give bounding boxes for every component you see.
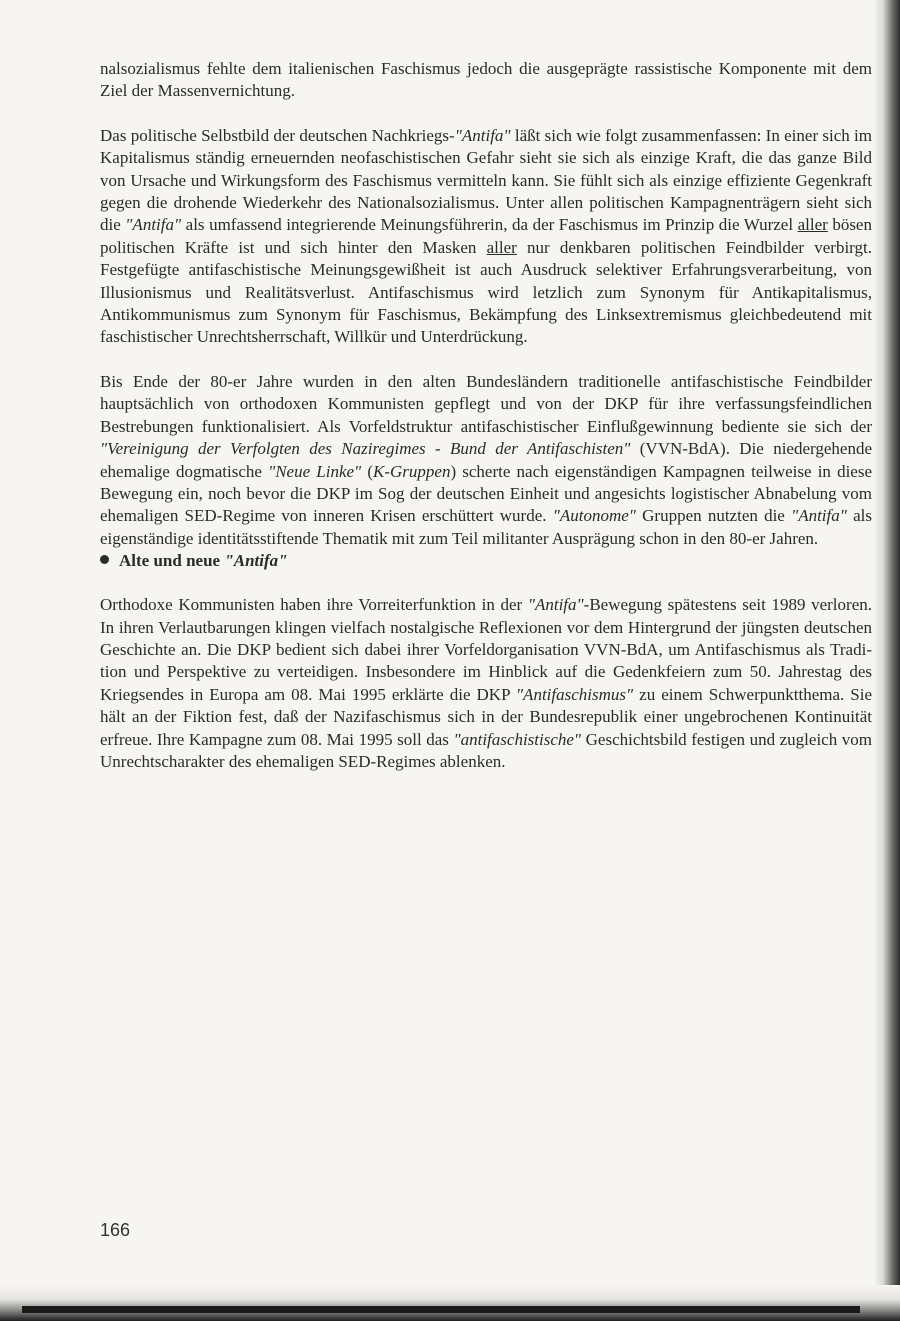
text-segment: Das politische Selbstbild der deutschen Nachkriegs- [100, 125, 455, 145]
text-segment: ( [361, 461, 373, 481]
text-segment: (VVN-BdA). Die niedergehende ehemalige dogmatische [100, 439, 873, 481]
text-segment: -Bewegung spätestens seit 1989 verloren. In ihren Verlautbarungen klingen vielfach nostalgische Reflexionen vor dem Hintergrund der jüngsten deutschen Geschichte an. Die DKP bedient sich dabei ihrer Vorfeldorganisation VVN-BdA, um Antifaschismus als Tradition und Perspektive zu verteidigen. Insbesondere im Hinblick auf die Gedenkfeiern zum 50. Jahrestag des Kriegsendes in Europa am 08. Mai 1995 erklärte die DKP [100, 595, 872, 704]
scan-bottom-shadow-bar [22, 1306, 860, 1313]
paragraph-1 [100, 58, 872, 103]
paragraph-3 [100, 371, 872, 550]
paragraph-4 [100, 594, 872, 773]
italic-text: "Antifa" [125, 215, 182, 235]
scan-page-edge-bottom [0, 1285, 900, 1321]
bullet-icon [100, 555, 109, 564]
section-heading-prefix: Alte und neue [119, 551, 225, 571]
text-segment: nalsozialismus fehlte dem italienischen Faschismus jedoch die ausgeprägte rassistische Komponente mit dem Ziel der Massenvernichtung. [100, 59, 872, 101]
text-segment: nur denkbaren politischen Feindbilder verbirgt. Festgefügte antifaschistische Meinungsgewißheit ist auch Ausdruck selektiver Erfahrungsverarbeitung, von Illusionismus und Realitätsverlust. Antifaschismus wird letzlich zum Synonym für Antikapitalismus, Antikommunismus zum Synonym für Faschismus, Bekämpfung des Linksextremismus gleichbedeutend mit faschistischer Unrechtsherrschaft, Willkür und Unterdrückung. [100, 237, 872, 347]
text-segment: Bis Ende der 80-er Jahre wurden in den alten Bundesländern traditionelle antifaschistische Feindbilder hauptsächlich von orthodoxen Kommunisten gepflegt und von der DKP für ihre verfassungsfeindlichen Bestrebungen funktionalisiert. Als Vorfeldstruktur antifaschistischer Einflußgewinnung bediente sie sich der [100, 371, 872, 436]
text-segment: zu einem Schwerpunktthema. Sie hält an der Fiktion fest, daß der Nazifaschismus sich in der Bundesrepublik einer ungebrochenen Kontinuität erfreue. Ihre Kampagne zum 08. Mai 1995 soll das [100, 684, 873, 749]
text-segment: Gruppen nutzten die [635, 506, 792, 526]
text-segment: ) scherte nach eigenständigen Kampagnen teilweise in diese Bewegung ein, noch bevor die DKP im Sog der deutschen Einheit und angesichts logistischer Abnabelung vom ehemaligen SED-Regime von inneren Krisen erschüttert wurde. [100, 461, 872, 526]
italic-text: "Antifaschismus" [515, 684, 634, 704]
page-number: 166 [100, 1220, 131, 1240]
paragraph-2 [100, 125, 872, 349]
italic-text: "antifaschistische" [453, 729, 582, 749]
italic-text: "Antifa" [791, 506, 847, 526]
text-segment: als eigenständige identitätsstiftende Thematik mit zum Teil militanter Ausprägung schon in den 80-er Jahren. [100, 506, 872, 548]
italic-text: "Vereinigung der Verfolgten des Naziregimes - Bund der Antifaschisten" [100, 439, 631, 459]
italic-text: "Antifa" [454, 125, 511, 145]
italic-text: "Autonome" [552, 506, 636, 526]
underlined-text: aller [797, 215, 828, 235]
text-segment: läßt sich wie folgt zusammenfassen: In einer sich im Kapitalismus ständig erneuernden neofaschistischen Gefahr sieht sie sich als einzige Kraft, die das ganze Bild von Ursache und Wirkungsform des Faschismus vermitteln kann. Sie fühlt sich als einzige effiziente Gegenkraft gegen die drohende Wiederkehr des Nationalsozialismus. Unter allen politischen Kampagnenträgern sieht sich die [100, 125, 872, 235]
underlined-text: aller [486, 237, 517, 257]
italic-text: "Neue Linke" [268, 461, 362, 481]
italic-text: K-Gruppen [373, 461, 451, 481]
scan-page-edge-right [874, 0, 900, 1321]
section-heading-italic: "Antifa" [224, 551, 288, 571]
section-heading [100, 550, 872, 572]
text-segment: als umfassend integrierende Meinungsführerin, da der Faschismus im Prinzip die Wurzel [181, 215, 798, 235]
text-segment: Orthodoxe Kommunisten haben ihre Vorreiterfunktion in der [100, 595, 528, 615]
text-segment: bösen politischen Kräfte ist und sich hinter den Masken [100, 215, 872, 257]
text-segment: Geschichtsbild festigen und zugleich vom Unrechtscharakter des ehemaligen SED-Regimes ablenken. [100, 729, 872, 771]
page-body [100, 58, 872, 773]
italic-text: "Antifa" [527, 595, 584, 615]
